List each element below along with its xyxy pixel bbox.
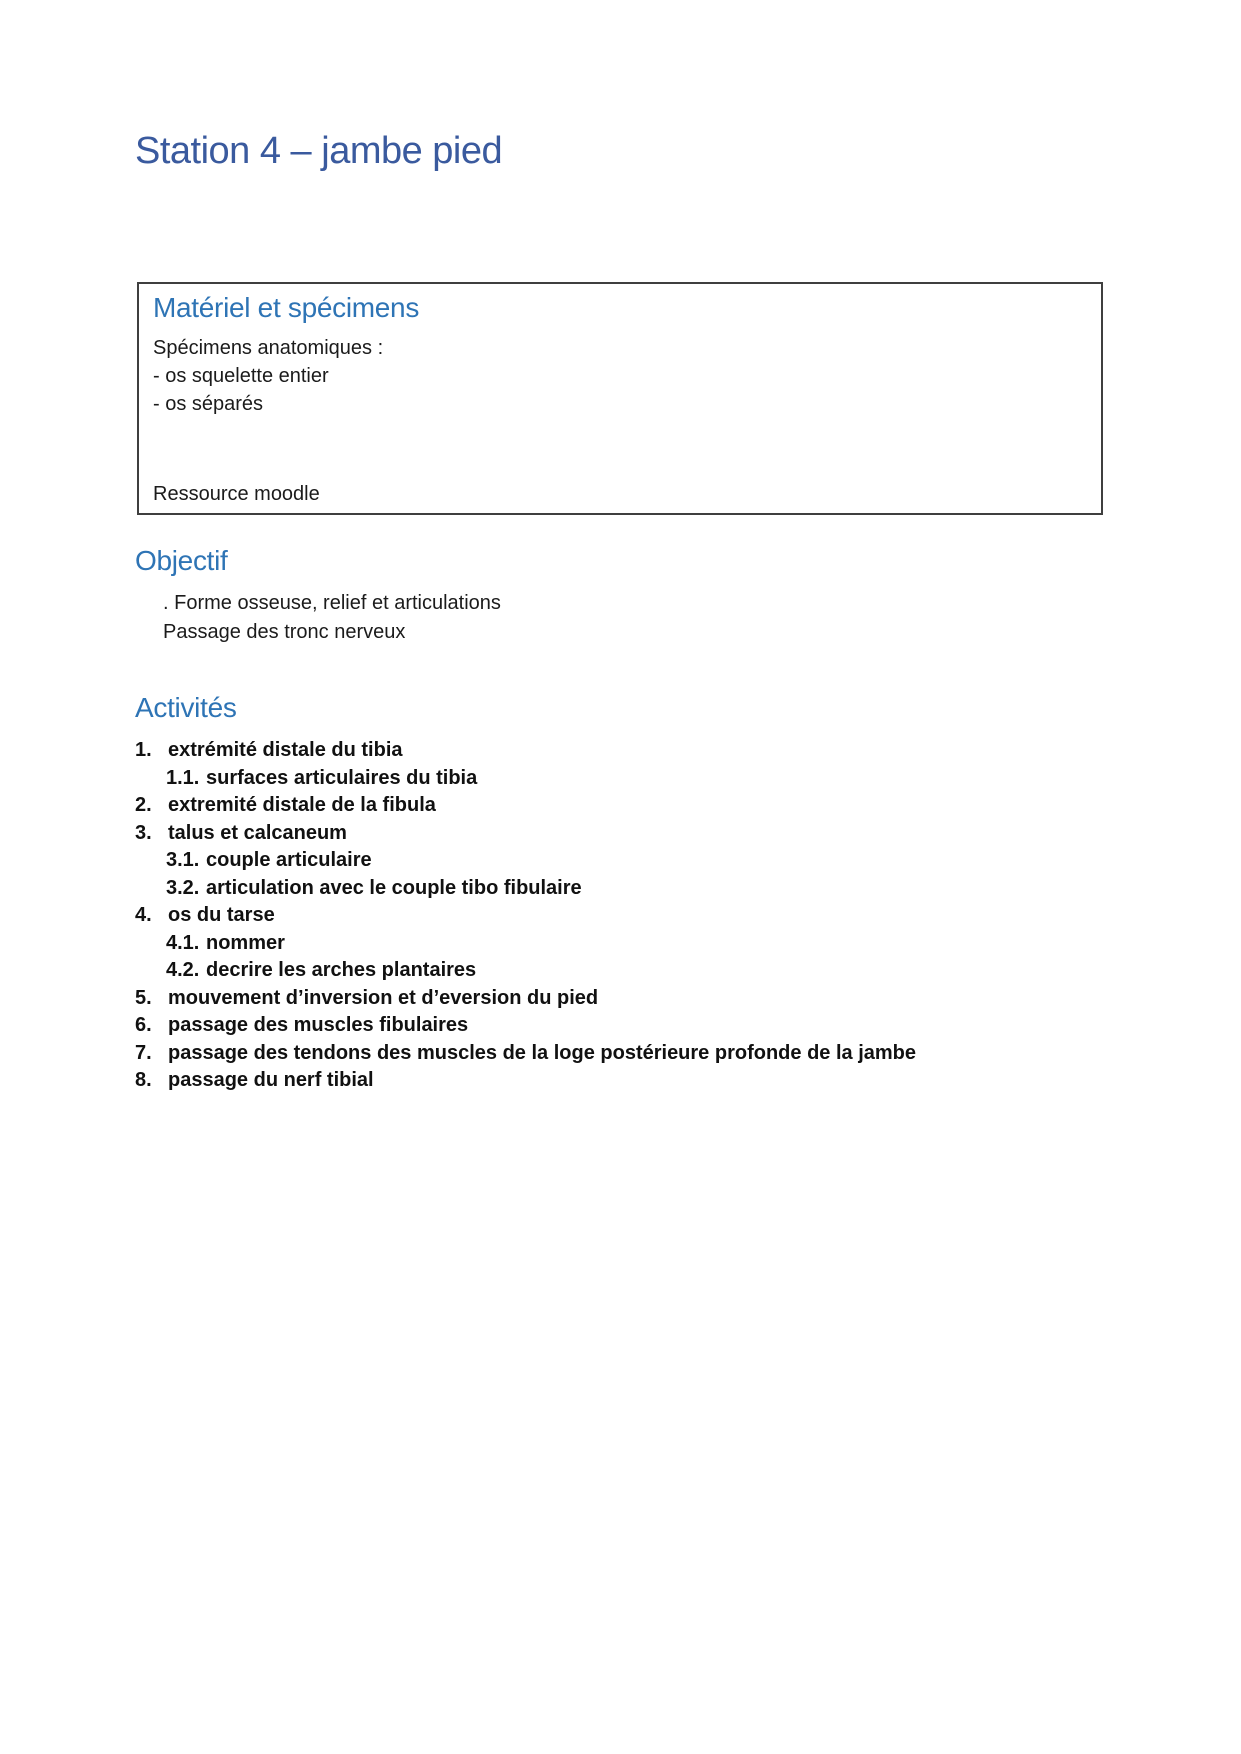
activity-item-7 [135,1040,1135,1068]
item-label: surfaces articulaires du tibia [206,766,478,789]
materials-line: - os séparés [153,393,264,415]
item-number: 3.2. [166,876,200,899]
materials-box [137,282,1103,515]
item-label: passage des muscles fibulaires [168,1014,469,1036]
materials-footer: Ressource moodle [153,483,320,505]
item-label: decrire les arches plantaires [206,959,477,981]
item-label: extrémité distale du tibia [168,739,403,761]
activity-item-2 [135,792,1135,820]
activites-section [135,692,1135,1095]
activites-heading: Activités [135,692,237,723]
item-label: mouvement d’inversion et d’eversion du pied [168,986,599,1009]
materials-line: - os squelette entier [153,365,329,387]
activity-item-6 [135,1012,1135,1040]
item-number: 2. [135,794,152,816]
item-label: passage des tendons des muscles de la loge postérieure profonde de la jambe [168,1041,917,1064]
item-label: talus et calcaneum [168,821,347,844]
item-number: 5. [135,986,152,1009]
activity-item-3-1 [166,847,1135,875]
item-number: 3. [135,821,152,844]
item-label: passage du nerf tibial [168,1069,374,1091]
item-number: 4.1. [166,931,200,954]
item-number: 1.1. [166,766,200,789]
item-label: articulation avec le couple tibo fibulaire [206,876,582,899]
item-label: extremité distale de la fibula [168,794,436,816]
activity-item-1 [135,737,1135,765]
activity-item-4-2 [166,957,1135,985]
objectif-body [163,589,501,647]
item-number: 4.2. [166,959,200,981]
item-number: 7. [135,1041,152,1064]
activity-item-4 [135,902,1135,930]
activity-item-3 [135,820,1135,848]
item-number: 1. [135,739,152,761]
page-title: Station 4 – jambe pied [135,130,503,172]
item-label: nommer [206,931,285,954]
item-number: 8. [135,1069,152,1091]
materials-heading: Matériel et spécimens [153,292,420,323]
objectif-line: Passage des tronc nerveux [163,621,406,643]
activity-item-5 [135,985,1135,1013]
item-label: couple articulaire [206,849,372,871]
materials-line: Spécimens anatomiques : [153,337,384,359]
activity-item-1-1 [166,765,1135,793]
item-number: 3.1. [166,849,200,871]
item-number: 6. [135,1014,152,1036]
objectif-heading: Objectif [135,545,228,576]
activity-item-3-2 [166,875,1135,903]
item-number: 4. [135,904,152,926]
objectif-section [135,545,501,647]
activites-list [135,737,1135,1095]
item-label: os du tarse [168,904,275,926]
objectif-line: . Forme osseuse, relief et articulations [163,592,501,614]
activity-item-4-1 [166,930,1135,958]
activity-item-8 [135,1067,1135,1095]
